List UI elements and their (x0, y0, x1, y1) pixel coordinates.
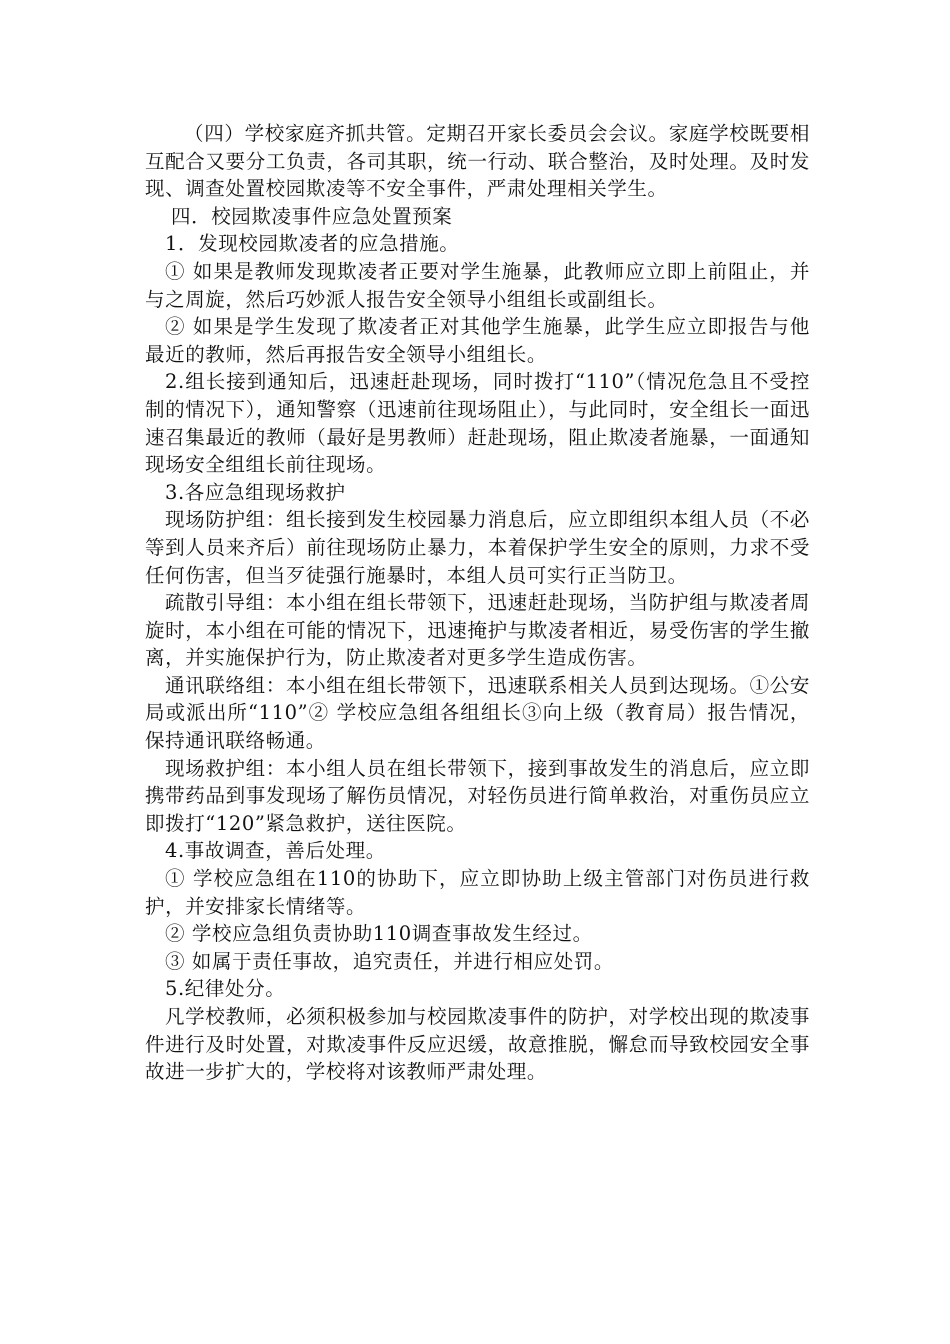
subsection-heading: 3.各应急组现场救护 (165, 480, 346, 504)
paragraph: 凡学校教师，必须积极参加与校园欺凌事件的防护，对学校出现的欺凌事件进行及时处置，对欺凌事件反应迟缓，故意推脱，懈怠而导致校园安全事故进一步扩大的，学校将对该教师严肃处理。 (145, 1005, 810, 1084)
paragraph: 疏散引导组：本小组在组长带领下，迅速赶赴现场，当防护组与欺凌者周旋时，本小组在可能的情况下，迅速掩护与欺凌者相近，易受伤害的学生撤离，并实施保护行为，防止欺凌者对更多学生造成伤害。 (145, 591, 810, 670)
list-item: ③ 如属于责任事故，追究责任，并进行相应处罚。 (165, 949, 614, 973)
paragraph: 通讯联络组：本小组在组长带领下，迅速联系相关人员到达现场。①公安局或派出所“110”② 学校应急组各组组长③向上级（教育局）报告情况，保持通讯联络畅通。 (145, 673, 810, 753)
document-body (145, 120, 810, 1086)
paragraph: 2.组长接到通知后，迅速赶赴现场，同时拨打“110”（情况危急且不受控制的情况下），通知警察（迅速前往现场阻止），与此同时，安全组长一面迅速召集最近的教师（最好是男教师）赶赴现场，阻止欺凌者施暴，一面通知现场安全组组长前往现场。 (145, 370, 810, 477)
subsection-heading: 4.事故调查，善后处理。 (165, 839, 386, 863)
list-item: ① 学校应急组在110的协助下，应立即协助上级主管部门对伤员进行救护，并安排家长情绪等。 (145, 867, 810, 918)
subsection-heading: 1．发现校园欺凌者的应急措施。 (165, 232, 460, 256)
paragraph-section-4-intro: （四）学校家庭齐抓共管。定期召开家长委员会会议。家庭学校既要相互配合又要分工负责，各司其职，统一行动、联合整治，及时处理。及时发现、调查处置校园欺凌等不安全事件，严肃处理相关学生。 (145, 122, 810, 201)
subsection-heading: 5.纪律处分。 (165, 977, 286, 1001)
section-heading: 四．校园欺凌事件应急处置预案 (171, 204, 453, 228)
paragraph: 现场救护组：本小组人员在组长带领下，接到事故发生的消息后，应立即携带药品到事发现场了解伤员情况，对轻伤员进行简单救治，对重伤员应立即拨打“120”紧急救护，送往医院。 (145, 756, 810, 835)
paragraph: 现场防护组：组长接到发生校园暴力消息后，应立即组织本组人员（不必等到人员来齐后）前往现场防止暴力，本着保护学生安全的原则，力求不受任何伤害，但当歹徒强行施暴时，本组人员可实行正当防卫。 (145, 508, 810, 587)
list-item: ② 学校应急组负责协助110调查事故发生经过。 (165, 922, 593, 946)
list-item: ② 如果是学生发现了欺凌者正对其他学生施暴，此学生应立即报告与他最近的教师，然后再报告安全领导小组组长。 (145, 315, 810, 366)
list-item: ① 如果是教师发现欺凌者正要对学生施暴，此教师应立即上前阻止，并与之周旋，然后巧妙派人报告安全领导小组组长或副组长。 (145, 259, 810, 311)
